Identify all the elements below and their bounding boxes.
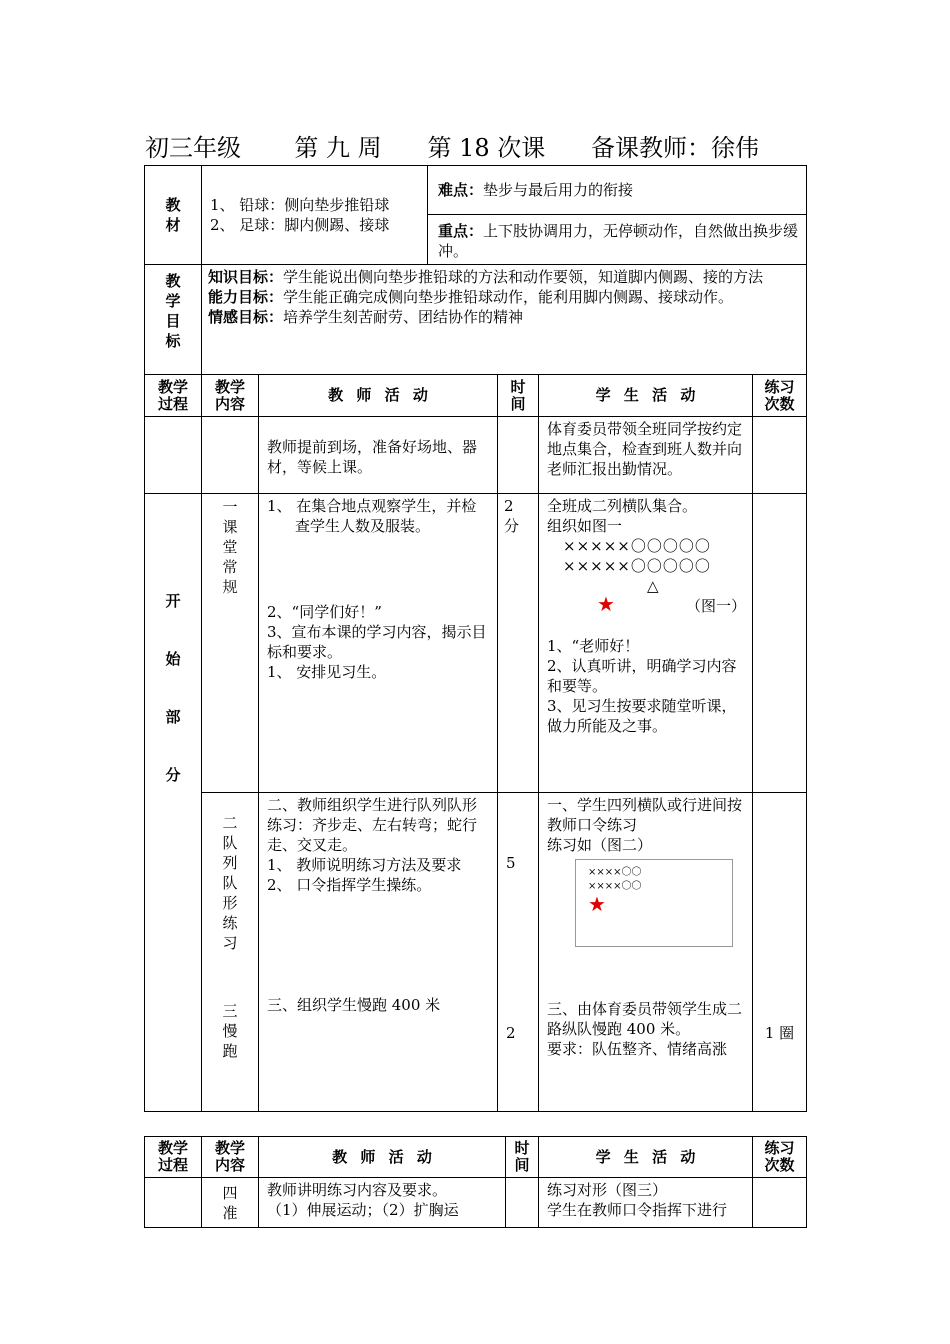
goal-emotion bbox=[208, 307, 800, 327]
teacher-line: 1、 在集合地点观察学生，并检查学生人数及服装。 bbox=[267, 497, 477, 535]
title-week: 第 九 周 bbox=[294, 134, 382, 162]
formation-row: ×××××〇〇〇〇〇 bbox=[563, 537, 711, 555]
header-process-text: 教学过程 bbox=[157, 1139, 188, 1174]
section1-student bbox=[539, 494, 753, 793]
goals-cell bbox=[202, 265, 807, 375]
student-line: 2、认真听讲，明确学习内容和要等。 bbox=[547, 657, 737, 695]
teacher-line: 教师讲明练习内容及要求。 bbox=[267, 1181, 448, 1199]
prep-student: 体育委员带领全班同学按约定地点集合，检查到班人数并向老师汇报出勤情况。 bbox=[539, 417, 753, 494]
header-time-text: 时间 bbox=[514, 1139, 530, 1174]
section1-teacher bbox=[259, 494, 498, 793]
header-reps-text: 练习次数 bbox=[764, 1139, 795, 1174]
header-reps bbox=[753, 1137, 807, 1178]
header-teacher: 教 师 活 动 bbox=[259, 375, 498, 417]
fig1-legend bbox=[547, 592, 746, 616]
page-title bbox=[145, 128, 759, 163]
header-student: 学 生 活 动 bbox=[539, 375, 753, 417]
p2-process bbox=[145, 1178, 202, 1228]
key-text: 上下肢协调用力，无停顿动作，自然做出换步缓冲。 bbox=[438, 222, 799, 260]
header-student: 学 生 活 动 bbox=[539, 1137, 753, 1178]
part-cell bbox=[145, 494, 202, 1112]
section2-teacher bbox=[259, 793, 498, 1112]
section2-content bbox=[202, 793, 259, 1112]
goal-ability-label: 能力目标： bbox=[208, 288, 284, 306]
goal-knowledge-label: 知识目标： bbox=[208, 268, 284, 286]
fig2-row: ××××〇〇 bbox=[588, 867, 642, 878]
section3-student-line: 三、由体育委员带领学生成二路纵队慢跑 400 米。 bbox=[547, 1000, 743, 1038]
section3-reps: 1 圈 bbox=[753, 793, 807, 1112]
material-item: 2、 足球：脚内侧踢、接球 bbox=[210, 216, 390, 234]
student-line: 一、学生四列横队或行进间按教师口令练习 bbox=[547, 796, 743, 834]
header-reps bbox=[753, 375, 807, 417]
lesson-table bbox=[144, 374, 807, 1112]
difficulty-text: 垫步与最后用力的衔接 bbox=[483, 181, 634, 199]
star-icon: ★ bbox=[588, 892, 606, 916]
student-line: 1、“老师好！ bbox=[547, 637, 640, 655]
materials-label bbox=[145, 166, 202, 265]
student-line: 学生在教师口令指挥下进行 bbox=[547, 1201, 728, 1219]
material-item: 1、 铅球：侧向垫步推铅球 bbox=[210, 196, 390, 214]
header-time-text: 时间 bbox=[510, 377, 526, 413]
p2-content bbox=[202, 1178, 259, 1228]
section2-time bbox=[498, 793, 539, 1112]
difficulty-cell bbox=[428, 166, 807, 215]
header-reps-text: 练习次数 bbox=[764, 377, 795, 413]
teacher-line: 2、“同学们好！” bbox=[267, 603, 382, 621]
section1-reps bbox=[753, 494, 807, 793]
section2-time-text: 5 bbox=[506, 854, 516, 872]
materials-items bbox=[202, 166, 428, 265]
header-time bbox=[506, 1137, 539, 1178]
prep-process bbox=[145, 417, 202, 494]
section1-time-text: 2分 bbox=[504, 497, 520, 535]
header-content-text: 教学内容 bbox=[214, 1139, 245, 1174]
title-grade: 初三年级 bbox=[145, 134, 241, 162]
header-content bbox=[202, 1137, 259, 1178]
goal-emotion-label: 情感目标： bbox=[208, 308, 284, 326]
section3-student-line: 要求：队伍整齐、情绪高涨 bbox=[547, 1040, 728, 1058]
key-cell bbox=[428, 215, 807, 265]
header-teacher: 教 师 活 动 bbox=[259, 1137, 506, 1178]
section3-time-text: 2 bbox=[506, 1024, 516, 1042]
header-content-text: 教学内容 bbox=[214, 377, 245, 413]
key-label: 重点： bbox=[438, 222, 484, 240]
section1-content bbox=[202, 494, 259, 793]
materials-label-text: 教材 bbox=[165, 196, 181, 234]
teacher-marker-triangle: △ bbox=[647, 577, 659, 595]
materials-table bbox=[144, 165, 807, 375]
goal-ability bbox=[208, 287, 800, 307]
section3-teacher-text: 三、组织学生慢跑 400 米 bbox=[267, 996, 441, 1014]
student-line: 练习如（图二） bbox=[547, 836, 653, 854]
section2-content-text: 二队列队形练习 bbox=[222, 814, 238, 952]
goals-label-text: 教学目标 bbox=[165, 272, 181, 350]
p2-teacher bbox=[259, 1178, 506, 1228]
prep-content bbox=[202, 417, 259, 494]
p2-time bbox=[506, 1178, 539, 1228]
star-icon: ★ bbox=[597, 592, 615, 616]
formation-row: ×××××〇〇〇〇〇 bbox=[563, 557, 711, 575]
prep-reps bbox=[753, 417, 807, 494]
teacher-line: 1、 教师说明练习方法及要求 bbox=[267, 856, 462, 874]
header-time bbox=[498, 375, 539, 417]
header-process bbox=[145, 1137, 202, 1178]
goal-knowledge bbox=[208, 267, 800, 287]
goal-emotion-text: 培养学生刻苦耐劳、团结协作的精神 bbox=[283, 308, 524, 326]
title-teacher: 备课教师：徐伟 bbox=[591, 134, 760, 162]
p2-content-text: 四准 bbox=[222, 1184, 238, 1222]
p2-reps bbox=[753, 1178, 807, 1228]
figure2-box bbox=[575, 859, 733, 947]
teacher-line: 1、 安排见习生。 bbox=[267, 663, 387, 681]
title-lesson: 第 18 次课 bbox=[427, 134, 546, 162]
goals-label bbox=[145, 265, 202, 375]
fig1-label: （图一） bbox=[685, 597, 746, 615]
student-line: 练习对形（图三） bbox=[547, 1181, 668, 1199]
lesson-table-2 bbox=[144, 1136, 807, 1228]
p2-student bbox=[539, 1178, 753, 1228]
goal-ability-text: 学生能正确完成侧向垫步推铅球动作，能利用脚内侧踢、接球动作。 bbox=[283, 288, 734, 306]
fig2-row: ××××〇〇 bbox=[588, 881, 642, 892]
section1-time bbox=[498, 494, 539, 793]
header-process bbox=[145, 375, 202, 417]
prep-teacher: 教师提前到场，准备好场地、器材，等候上课。 bbox=[259, 417, 498, 494]
student-line: 组织如图一 bbox=[547, 517, 623, 535]
student-line: 全班成二列横队集合。 bbox=[547, 497, 698, 515]
goal-knowledge-text: 学生能说出侧向垫步推铅球的方法和动作要领，知道脚内侧踢、接的方法 bbox=[283, 268, 764, 286]
header-process-text: 教学过程 bbox=[157, 377, 188, 413]
teacher-line: 2、 口令指挥学生操练。 bbox=[267, 876, 432, 894]
section3-content-text: 三慢跑 bbox=[222, 1002, 238, 1060]
teacher-line: 3、宣布本课的学习内容，揭示目标和要求。 bbox=[267, 623, 487, 661]
section1-content-text: 一课堂常规 bbox=[222, 498, 238, 596]
difficulty-label: 难点： bbox=[438, 181, 484, 199]
prep-time bbox=[498, 417, 539, 494]
teacher-line: （1）伸展运动；（2）扩胸运 bbox=[267, 1201, 459, 1219]
header-content bbox=[202, 375, 259, 417]
part-label: 开始部分 bbox=[165, 592, 181, 784]
teacher-line: 二、教师组织学生进行队列队形练习：齐步走、左右转弯；蛇行走、交叉走。 bbox=[267, 796, 478, 854]
section2-student bbox=[539, 793, 753, 1112]
student-line: 3、见习生按要求随堂听课，做力所能及之事。 bbox=[547, 697, 737, 735]
